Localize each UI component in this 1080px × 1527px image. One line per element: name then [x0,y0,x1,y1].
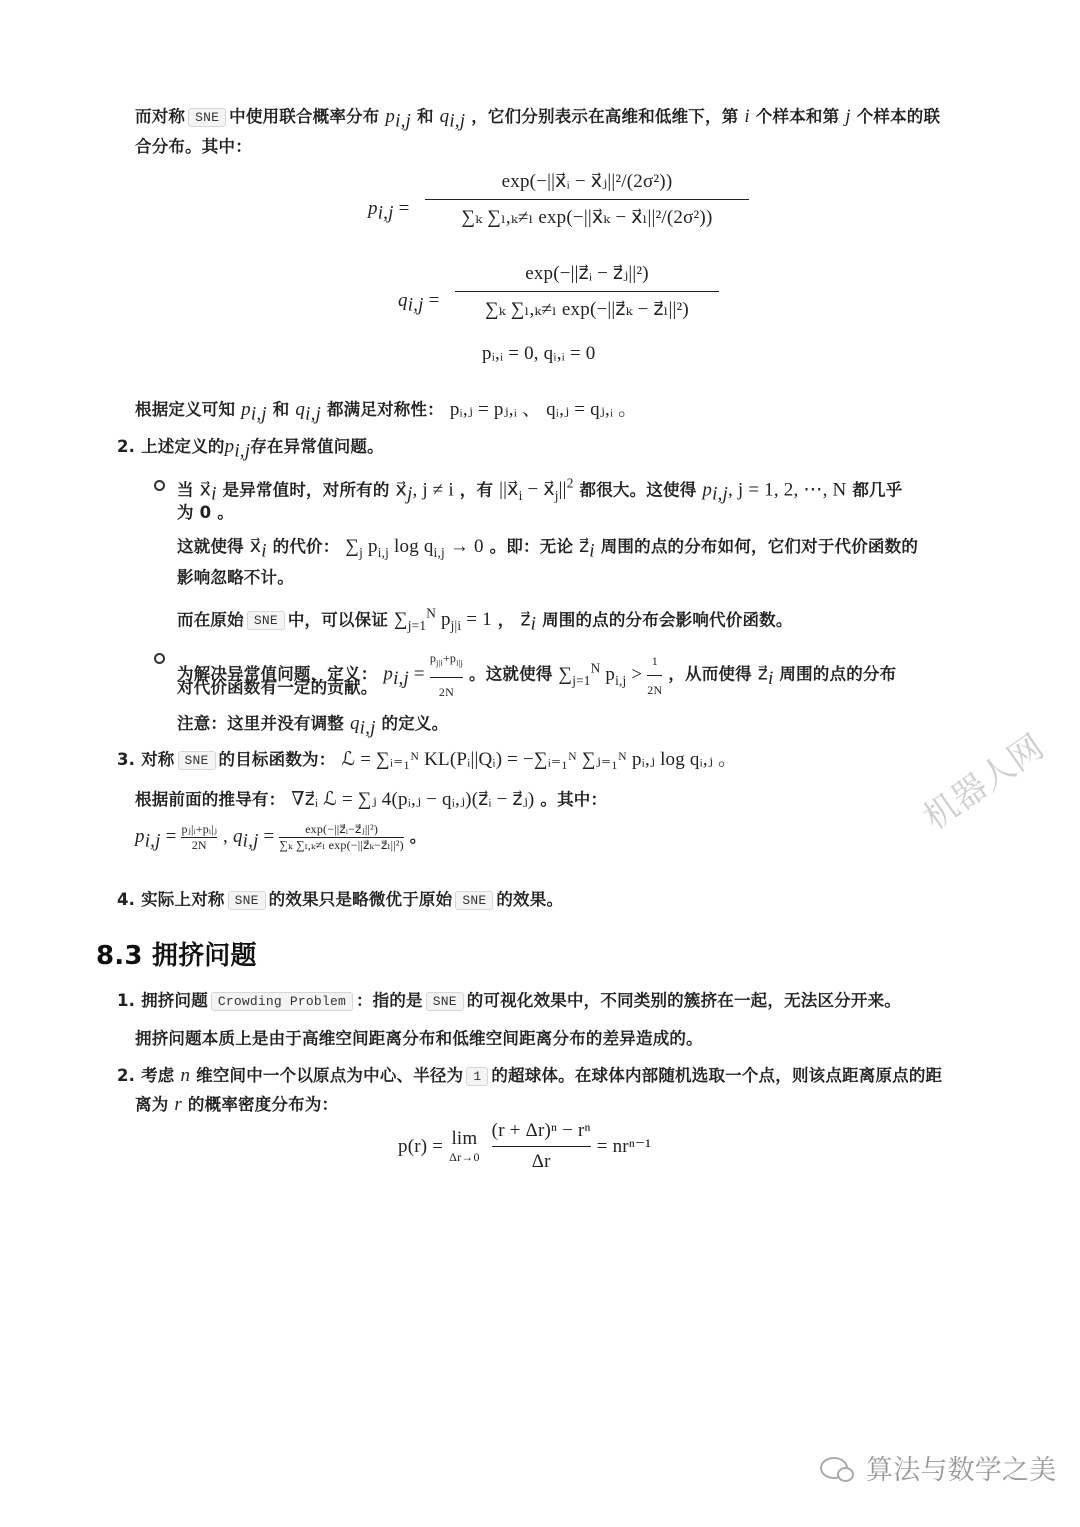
list-item-4: 4. 实际上对称 SNE 的效果只是略微优于原始 SNE 的效果。 [117,890,564,909]
eq-q-numerator: exp(−||z⃗ᵢ − z⃗ⱼ||²) [525,263,649,284]
bullet-icon [154,653,165,664]
code-sne: SNE [188,108,226,127]
intro-line-1: 而对称 SNE 中使用联合概率分布 $p_{i,j}$ 和 $q_{i,j}$ ，它们分别表示在高维和低维下，第 i 个样本和第 j 个样本的联 [135,106,941,132]
wechat-icon [820,1457,848,1479]
list-item-2: 2. 上述定义的$p_{i,j}$存在异常值问题。 [117,436,384,462]
bullet-icon [154,480,165,491]
fraction-p-sym: $\frac{p_{j|i}+p_{i|j}}{2N}$ [429,651,464,700]
item2-bullet1-line1: 当 $x⃗_i$ 是异常值时，对所有的 $x⃗_j$, j ≠ i ，有 $||x⃗_i$ − $x⃗_j||^2$ 都很大。这使得 $p_{i,j}$, j = 1, 2, ⋯, N 都几乎 [177,476,903,505]
list-item-3: 3. 对称 SNE 的目标函数为： ℒ = ∑ᵢ₌₁ᴺ KL(Pᵢ||Qᵢ) = −∑ᵢ₌₁ᴺ ∑ⱼ₌₁ᴺ pᵢ,ⱼ log qᵢ,ⱼ 。 [117,749,738,770]
item2-bullet1-line2: 为 0 。 [177,503,234,522]
objective-formula: ℒ = ∑ᵢ₌₁ᴺ KL(Pᵢ||Qᵢ) = −∑ᵢ₌₁ᴺ ∑ⱼ₌₁ᴺ pᵢ,ⱼ log qᵢ,ⱼ 。 [341,749,738,770]
eq-q-fraction [455,262,719,321]
item3-gradient-line: 根据前面的推导有： ∇z⃗ᵢ ℒ = ∑ⱼ 4(pᵢ,ⱼ − qᵢ,ⱼ)(z⃗ᵢ − z⃗ⱼ) 。其中： [135,789,608,810]
gradient-formula: ∇z⃗ᵢ ℒ = ∑ⱼ 4(pᵢ,ⱼ − qᵢ,ⱼ)(z⃗ᵢ − z⃗ⱼ) [291,789,535,810]
section-item-1-line2: 拥挤问题本质上是由于高维空间距离分布和低维空间距离分布的差异造成的。 [135,1029,703,1048]
eq-density: p(r) = lim Δr→0 $\frac{\text{(r + Δr)ⁿ − rⁿ}}{\Delta r}$ = nrⁿ⁻¹ [398,1120,652,1172]
fraction-1-over-2n: $\frac{1}{2N}$ [647,653,663,697]
watermark-text: 机器人网 [916,726,1052,839]
footer-brand [820,1448,1056,1487]
footer-brand-text: 算法与数学之美 [866,1455,1057,1486]
code-crowding-problem: Crowding Problem [211,992,353,1011]
item3-definitions: $p_{i,j}$ = $\frac{\text{pⱼ|ᵢ+pᵢ|ⱼ}}{2N}$ , $q_{i,j}$ = $\frac{\text{exp(−||z⃗ᵢ−z⃗ⱼ||²)}}{\text{∑ₖ ∑ₗ,ₖ≠ₗ exp(−||z⃗ₖ−z⃗ₗ||²)}}$ 。 [135,822,427,852]
eq-q-denominator: ∑ₖ ∑ₗ,ₖ≠ₗ exp(−||z⃗ₖ − z⃗ₗ||²) [485,299,689,320]
section-item-2: 2. 考虑 n 维空间中一个以原点为中心、半径为 1 的超球体。在球体内部随机选取一个点，则该点距离原点的距 [117,1065,943,1086]
symmetry-line: 根据定义可知 $p_{i,j}$ 和 $q_{i,j}$ 都满足对称性： pᵢ,ⱼ = pⱼ,ᵢ 、 qᵢ,ⱼ = qⱼ,ᵢ 。 [135,399,638,425]
item2-bullet1-line5: 而在原始 SNE 中，可以保证 $\sum_{j=1}^N$ $p_{j|i} = 1$ ， $z⃗_i$ 周围的点的分布会影响代价函数。 [177,606,793,635]
item2-bullet2-line1: 为解决异常值问题，定义： $p_{i,j}$ = $\frac{p_{j|i}+p_{i|j}}{2N}$ 。这就使得 $\sum_{j=1}^N$ $p_{i,j}$ > $\frac{1}{2N}$ ，从而使得 $z⃗_i$ 周围的点的分布 [177,644,896,706]
section-item-1: 1. 拥挤问题 Crowding Problem ：指的是 SNE 的可视化效果中，不同类别的簇挤在一起，无法区分开来。 [117,991,901,1010]
section-heading: 8.3 拥挤问题 [96,941,257,971]
item2-bullet1-line3: 这就使得 $x⃗_i$ 的代价： $\sum_j$ $p_{i,j}$ $\log q_{i,j} \to 0$ 。即：无论 $z⃗_i$ 周围的点的分布如何，它们对于代价函数的 [177,536,919,562]
eq-diagonal-zero: pᵢ,ᵢ = 0, qᵢ,ᵢ = 0 [482,343,596,364]
eq-p-fraction [425,170,749,229]
eq-p-lhs: $p_{i,j}$ = [368,198,410,224]
symmetry-formula: pᵢ,ⱼ = pⱼ,ᵢ 、 qᵢ,ⱼ = qⱼ,ᵢ 。 [449,399,638,420]
item2-bullet1-line4: 影响忽略不计。 [177,568,294,587]
eq-p-denominator: ∑ₖ ∑ₗ,ₖ≠ₗ exp(−||x⃗ₖ − x⃗ₗ||²/(2σ²)) [461,207,713,228]
eq-p-numerator: exp(−||x⃗ᵢ − x⃗ⱼ||²/(2σ²)) [501,171,673,192]
eq-q-lhs: $q_{i,j}$ = [398,290,440,316]
intro-line-2: 合分布。其中： [135,137,252,156]
item2-bullet2-line2: 对代价函数有一定的贡献。 [177,678,378,697]
section-item-2-line2: 离为 r 的概率密度分布为： [135,1094,339,1115]
item2-bullet2-line3: 注意：这里并没有调整 $q_{i,j}$ 的定义。 [177,713,449,739]
